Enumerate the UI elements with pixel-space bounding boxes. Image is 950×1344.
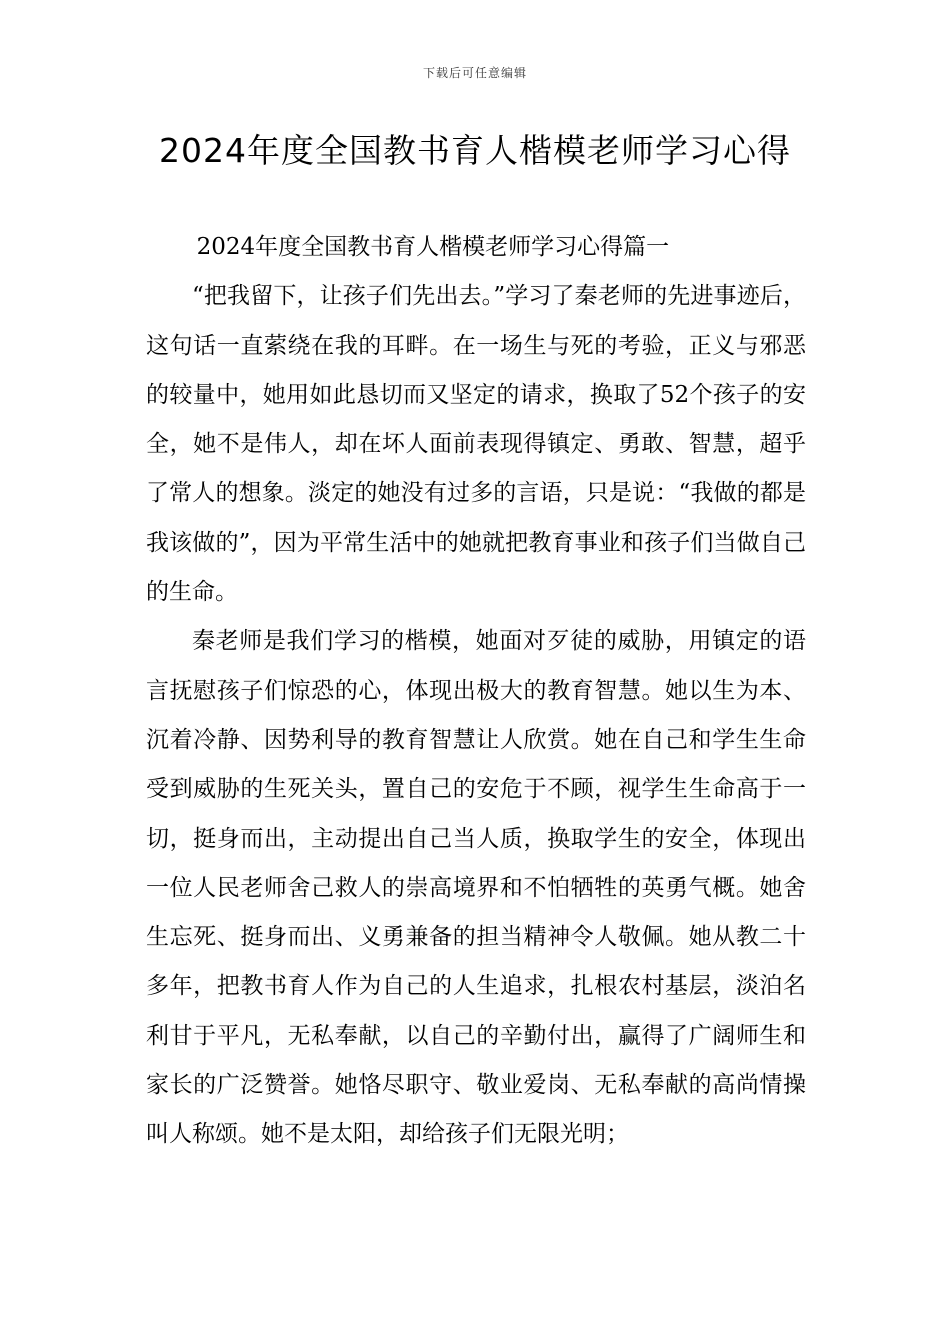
document-body xyxy=(146,223,806,1160)
paragraph-2: 秦老师是我们学习的楷模，她面对歹徒的威胁，用镇定的语言抚慰孩子们惊恐的心，体现出极大的教育智慧。她以生为本、沉着冷静、因势利导的教育智慧让人欣赏。她在自己和学生生命受到威胁的生死关头，置自己的安危于不顾，视学生生命高于一切，挺身而出，主动提出自己当人质，换取学生的安全，体现出一位人民老师舍己救人的崇高境界和不怕牺牲的英勇气概。她舍生忘死、挺身而出、义勇兼备的担当精神令人敬佩。她从教二十多年，把教书育人作为自己的人生追求，扎根农村基层，淡泊名利甘于平凡，无私奉献，以自己的辛勤付出，赢得了广阔师生和家长的广泛赞誉。她恪尽职守、敬业爱岗、无私奉献的高尚情操叫人称颂。她不是太阳，却给孩子们无限光明； xyxy=(146,628,806,1148)
paragraph-1: “把我留下，让孩子们先出去。”学习了秦老师的先进事迹后，这句话一直萦绕在我的耳畔。在一场生与死的考验，正义与邪恶的较量中，她用如此恳切而又坚定的请求，换取了52个孩子的安全，她不是伟人，却在坏人面前表现得镇定、勇敢、智慧，超乎了常人的想象。淡定的她没有过多的言语，只是说：“我做的都是我该做的”，因为平常生活中的她就把教育事业和孩子们当做自己的生命。 xyxy=(146,283,806,606)
section-heading: 2024年度全国教书育人楷模老师学习心得篇一 xyxy=(196,234,670,260)
document-title: 2024年度全国教书育人楷模老师学习心得 xyxy=(159,131,791,170)
header-note: 下载后可任意编辑 xyxy=(422,66,527,80)
